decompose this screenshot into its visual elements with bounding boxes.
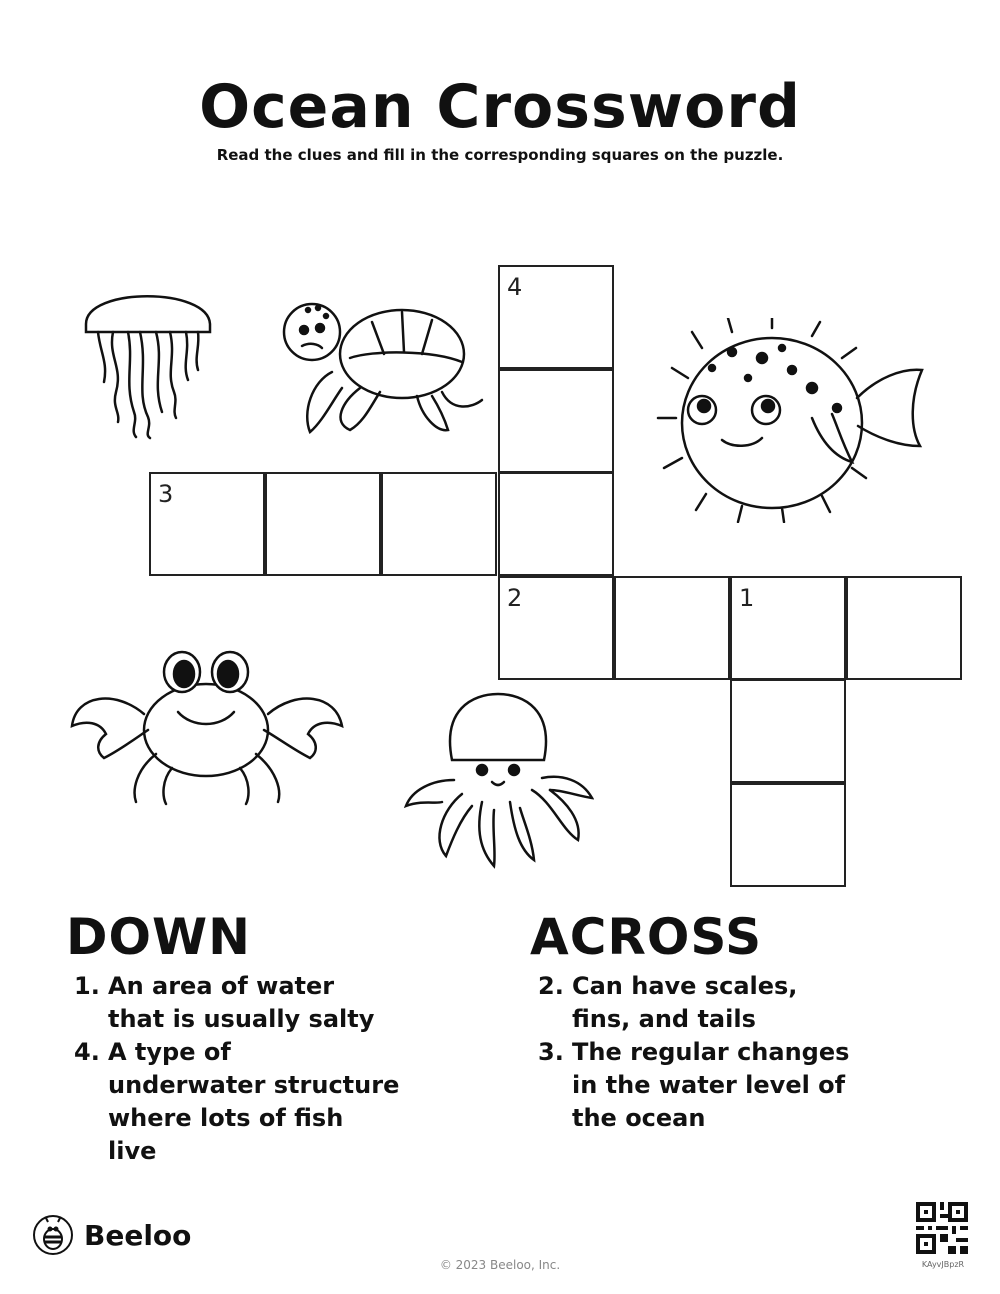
across-clue-3: 3. The regular changes in the water level of the ocean [538, 1038, 850, 1132]
clue-number: 4 [507, 273, 523, 301]
down-heading: DOWN [66, 908, 252, 966]
pufferfish-icon [652, 318, 932, 523]
instructions: Read the clues and fill in the corresponding squares on the puzzle. [216, 146, 784, 164]
qr-code-label: KAyvJBpzR [921, 1260, 965, 1269]
crossword-cell[interactable] [730, 783, 846, 887]
octopus-icon [402, 690, 594, 872]
crossword-cell[interactable] [149, 472, 265, 576]
brand-name: Beeloo [84, 1218, 192, 1252]
sea-turtle-icon [272, 292, 492, 442]
copyright: © 2023 Beeloo, Inc. [439, 1258, 561, 1272]
across-heading: ACROSS [530, 908, 763, 966]
crossword-cell[interactable] [498, 472, 614, 576]
clue-number: 3 [158, 480, 174, 508]
across-clue-2: 2. Can have scales, fins, and tails [538, 972, 798, 1033]
down-clues [74, 970, 399, 1168]
page-title: Ocean Crossword [199, 72, 801, 142]
qr-code [916, 1202, 968, 1254]
crab-icon [66, 650, 348, 810]
down-clue-4: 4. A type of underwater structure where lots of fish live [74, 1038, 400, 1165]
crossword-cell[interactable] [498, 369, 614, 473]
crossword-cell[interactable] [730, 576, 846, 680]
across-clues [538, 970, 849, 1135]
clue-number: 2 [507, 584, 523, 612]
crossword-cell[interactable] [614, 576, 730, 680]
down-clue-1: 1. An area of water that is usually salty [74, 972, 375, 1033]
brand-logo [32, 1214, 191, 1256]
bee-icon [32, 1214, 74, 1256]
crossword-cell[interactable] [265, 472, 381, 576]
jellyfish-icon [78, 272, 218, 442]
crossword-cell[interactable] [498, 576, 614, 680]
crossword-cell[interactable] [846, 576, 962, 680]
crossword-cell[interactable] [381, 472, 497, 576]
crossword-cell[interactable] [498, 265, 614, 369]
clue-number: 1 [739, 584, 755, 612]
crossword-cell[interactable] [730, 679, 846, 783]
